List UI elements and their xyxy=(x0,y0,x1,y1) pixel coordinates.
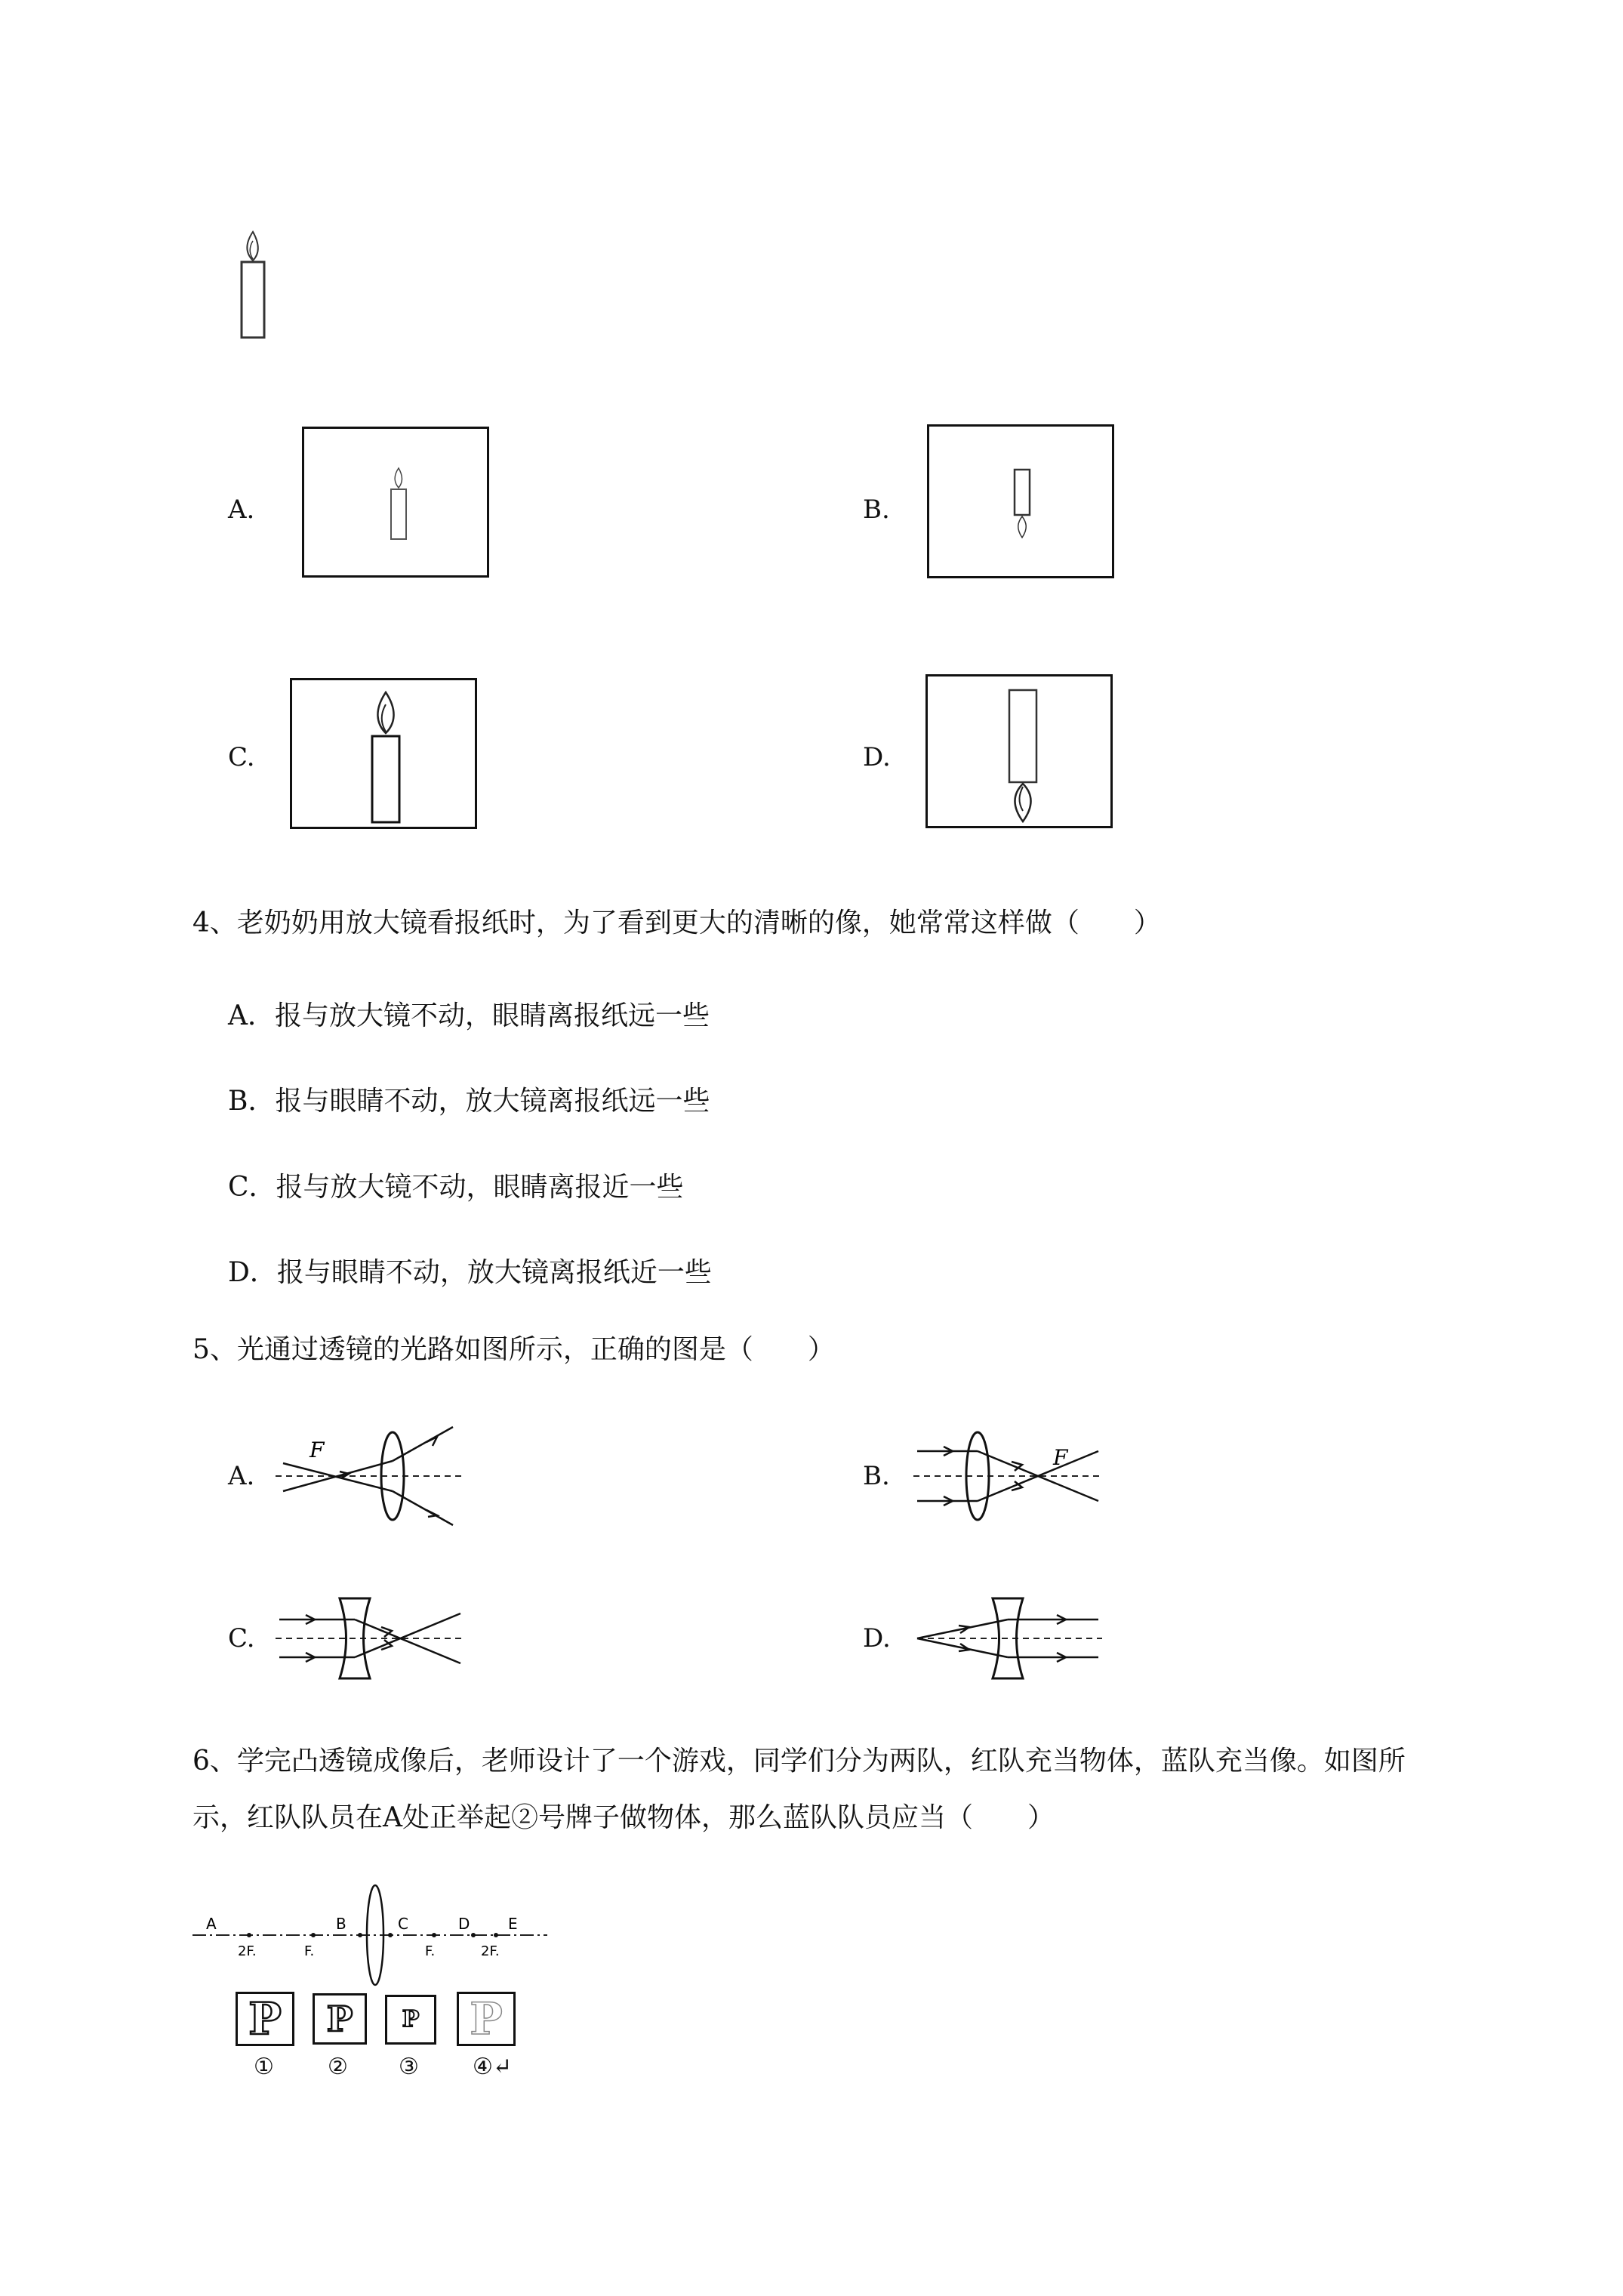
axis-mark-f-right: F. xyxy=(425,1943,436,1959)
q5-stem: 5、光通过透镜的光路如图所示，正确的图是（ ） xyxy=(192,1334,835,1365)
q5-option-a-diagram[interactable] xyxy=(276,1419,472,1533)
q6-card-4-number: ④↵ xyxy=(473,2054,513,2080)
q5-option-c-label[interactable]: C. xyxy=(228,1623,255,1653)
candle-upright-small-icon xyxy=(389,467,408,542)
q6-card-4[interactable] xyxy=(457,1992,516,2046)
q5-b-focus-label: F xyxy=(1053,1445,1068,1470)
q3-option-d-figure[interactable] xyxy=(925,674,1113,828)
q5-option-d-diagram[interactable] xyxy=(913,1582,1110,1695)
q6-stem-line1: 6、学完凸透镜成像后，老师设计了一个游戏，同学们分为两队，红队充当物体，蓝队充当像。如图所 xyxy=(192,1746,1406,1777)
q4-choice-d[interactable]: D．报与眼睛不动，放大镜离报纸近一些 xyxy=(228,1257,712,1288)
q5-option-d-label[interactable]: D. xyxy=(863,1623,891,1653)
axis-mark-2f-left: 2F. xyxy=(238,1943,257,1959)
card-4-glyph: P xyxy=(470,1993,503,2045)
axis-mark-f-left: F. xyxy=(304,1943,315,1959)
candle-inverted-large-icon xyxy=(1006,686,1039,826)
q3-option-c-figure[interactable] xyxy=(290,678,477,829)
q4-choice-a[interactable]: A．报与放大镜不动，眼睛离报纸远一些 xyxy=(228,1000,710,1031)
candle-inverted-small-icon xyxy=(1011,468,1033,544)
q3-option-d-label[interactable]: D. xyxy=(863,742,891,772)
q3-option-a-label[interactable]: A. xyxy=(228,495,255,525)
axis-point-a: A xyxy=(206,1915,217,1933)
q4-choice-c[interactable]: C．报与放大镜不动，眼睛离报近一些 xyxy=(228,1172,684,1203)
q3-option-b-figure[interactable] xyxy=(927,424,1114,578)
q3-option-b-label[interactable]: B. xyxy=(863,495,890,525)
card-1-glyph: P xyxy=(248,1993,282,2045)
q5-option-b-diagram[interactable] xyxy=(913,1419,1110,1533)
q4-stem: 4、老奶奶用放大镜看报纸时，为了看到更大的清晰的像，她常常这样做（ ） xyxy=(192,908,1161,938)
q6-card-1-number: ① xyxy=(254,2054,274,2080)
axis-point-c: C xyxy=(398,1915,408,1933)
card-2-glyph: P xyxy=(326,1999,353,2039)
q5-a-focus-label: F xyxy=(310,1438,325,1462)
q3-object-candle xyxy=(238,230,268,347)
q3-option-a-figure[interactable] xyxy=(302,427,489,578)
axis-point-b: B xyxy=(336,1915,346,1933)
q6-card-2-number: ② xyxy=(328,2054,348,2080)
q5-option-c-diagram[interactable] xyxy=(276,1582,472,1695)
q6-card-3-number: ③ xyxy=(399,2054,419,2080)
q6-lens-axis-diagram xyxy=(192,1880,555,1978)
q5-option-a-label[interactable]: A. xyxy=(228,1461,255,1491)
q4-choice-b[interactable]: B．报与眼睛不动，放大镜离报纸远一些 xyxy=(228,1086,710,1117)
axis-mark-2f-right: 2F. xyxy=(481,1943,500,1959)
axis-point-e: E xyxy=(508,1915,518,1933)
card-3-glyph: P xyxy=(402,2006,420,2032)
q3-option-c-label[interactable]: C. xyxy=(228,742,255,772)
q6-card-2[interactable] xyxy=(313,1993,367,2045)
q6-card-3[interactable] xyxy=(385,1995,436,2045)
q6-stem-line2: 示，红队队员在A处正举起②号牌子做物体，那么蓝队队员应当（ ） xyxy=(192,1802,1055,1833)
candle-upright-large-icon xyxy=(369,691,402,827)
q6-card-1[interactable] xyxy=(236,1992,294,2046)
q5-option-b-label[interactable]: B. xyxy=(863,1461,890,1491)
axis-point-d: D xyxy=(458,1915,470,1933)
